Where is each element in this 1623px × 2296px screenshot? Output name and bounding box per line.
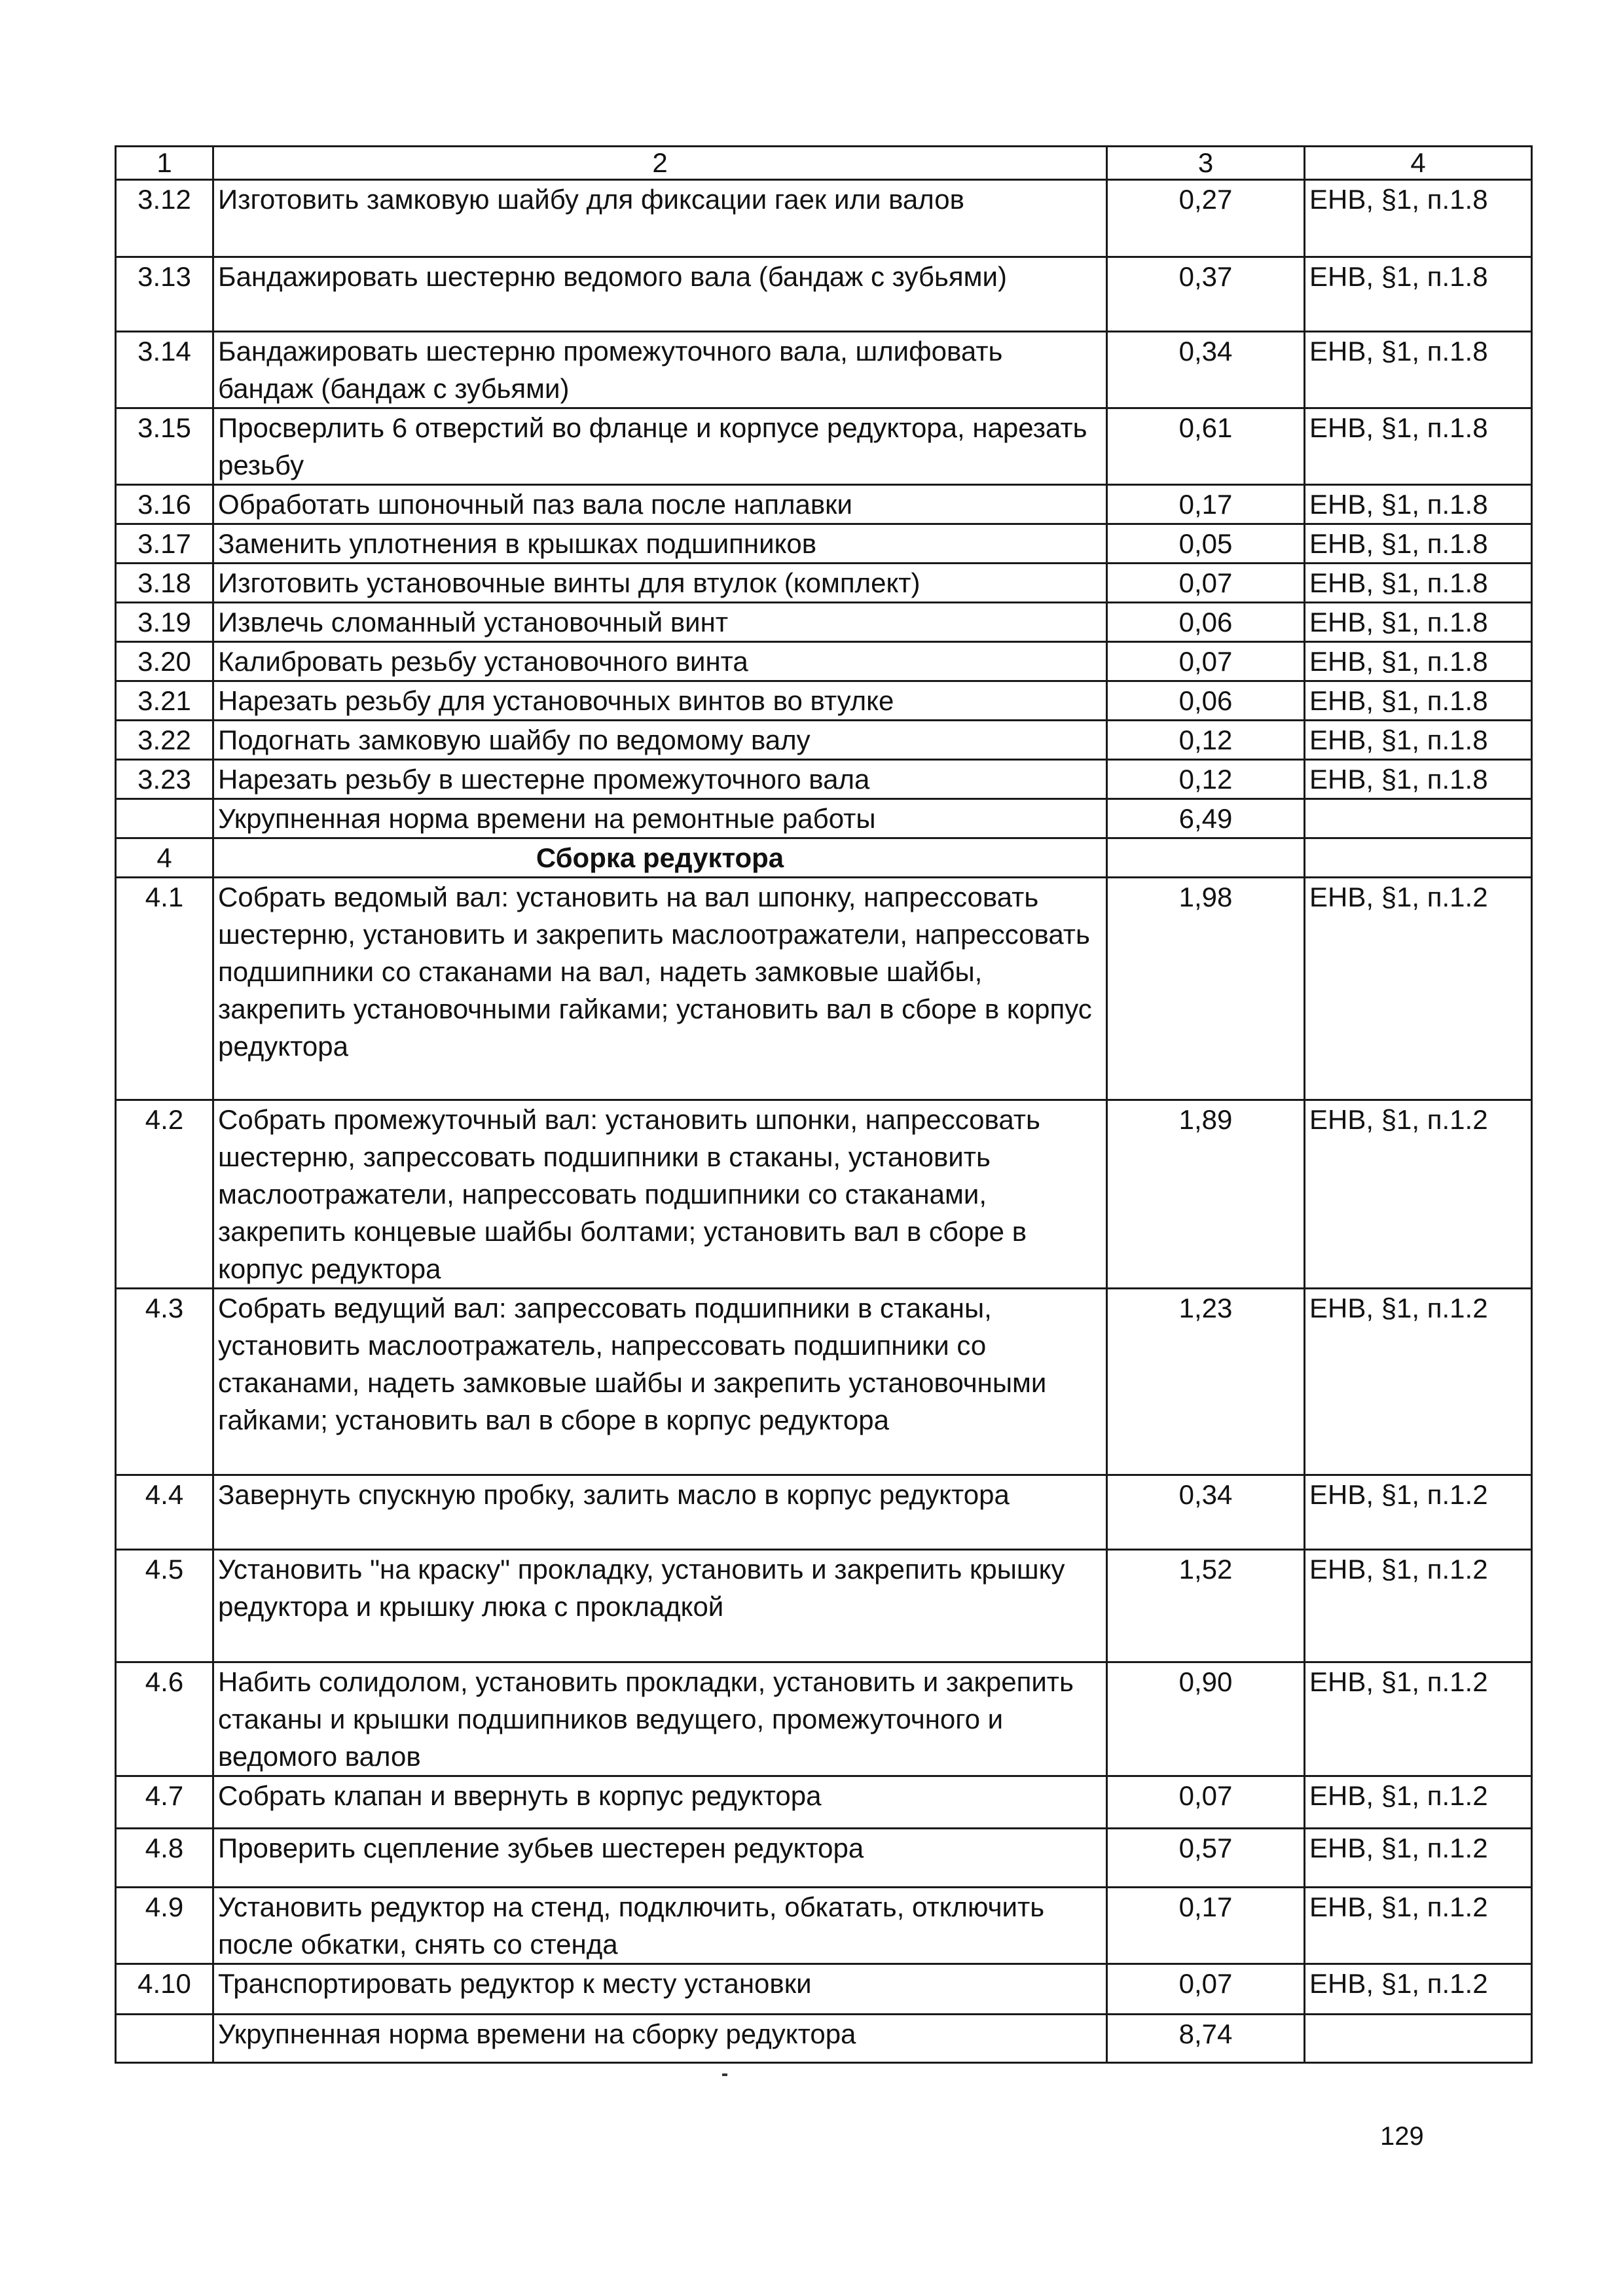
- cell-time-norm: 0,12: [1107, 760, 1305, 799]
- cell-description: Установить редуктор на стенд, подключить, обкатать, отключить после обкатки, снять со стенда: [213, 1888, 1107, 1964]
- cell-description: Нарезать резьбу в шестерне промежуточного вала: [213, 760, 1107, 799]
- cell-number: 3.13: [116, 257, 213, 332]
- cell-reference: ЕНВ, §1, п.1.8: [1305, 524, 1532, 564]
- cell-time-norm: 0,12: [1107, 721, 1305, 760]
- cell-description: Установить "на краску" прокладку, установить и закрепить крышку редуктора и крышку люка с прокладкой: [213, 1550, 1107, 1662]
- cell-number: 4.5: [116, 1550, 213, 1662]
- cell-number: 3.19: [116, 603, 213, 642]
- table-row: [116, 180, 1532, 257]
- stray-mark: [722, 2073, 727, 2076]
- table-row: [116, 1888, 1532, 1964]
- cell-reference: ЕНВ, §1, п.1.8: [1305, 257, 1532, 332]
- cell-time-norm: 0,57: [1107, 1829, 1305, 1888]
- cell-number: 4.4: [116, 1475, 213, 1550]
- cell-reference: ЕНВ, §1, п.1.8: [1305, 332, 1532, 408]
- cell-description: Нарезать резьбу для установочных винтов во втулке: [213, 681, 1107, 721]
- cell-number: 4.6: [116, 1662, 213, 1776]
- cell-time-norm: 0,37: [1107, 257, 1305, 332]
- cell-number: 3.15: [116, 408, 213, 485]
- cell-number: 4.1: [116, 878, 213, 1100]
- cell-description: Собрать ведущий вал: запрессовать подшипники в стаканы, установить маслоотражатель, напрессовать подшипники со стаканами, надеть замковые шайбы и закрепить установочными гайками; установить вал в сборе в корпус редуктора: [213, 1289, 1107, 1475]
- table-row: [116, 1289, 1532, 1475]
- cell-description: Заменить уплотнения в крышках подшипников: [213, 524, 1107, 564]
- cell-description: Извлечь сломанный установочный винт: [213, 603, 1107, 642]
- cell-reference: [1305, 2015, 1532, 2063]
- cell-time-norm: 0,07: [1107, 1964, 1305, 2015]
- cell-reference: [1305, 838, 1532, 878]
- cell-time-norm: 1,52: [1107, 1550, 1305, 1662]
- cell-reference: ЕНВ, §1, п.1.2: [1305, 1888, 1532, 1964]
- cell-number: 3.22: [116, 721, 213, 760]
- cell-description: Бандажировать шестерню ведомого вала (бандаж с зубьями): [213, 257, 1107, 332]
- table-row: [116, 642, 1532, 681]
- cell-time-norm: 0,34: [1107, 1475, 1305, 1550]
- page-number: 129: [1380, 2122, 1424, 2151]
- cell-reference: ЕНВ, §1, п.1.8: [1305, 180, 1532, 257]
- cell-reference: ЕНВ, §1, п.1.8: [1305, 642, 1532, 681]
- cell-description: Набить солидолом, установить прокладки, установить и закрепить стаканы и крышки подшипников ведущего, промежуточного и ведомого валов: [213, 1662, 1107, 1776]
- cell-number: 3.18: [116, 564, 213, 603]
- table-row: [116, 1964, 1532, 2015]
- cell-description: Завернуть спускную пробку, залить масло в корпус редуктора: [213, 1475, 1107, 1550]
- cell-time-norm: 0,27: [1107, 180, 1305, 257]
- cell-number: 3.20: [116, 642, 213, 681]
- cell-reference: ЕНВ, §1, п.1.2: [1305, 1100, 1532, 1289]
- cell-reference: ЕНВ, §1, п.1.2: [1305, 1776, 1532, 1829]
- cell-time-norm: 0,06: [1107, 603, 1305, 642]
- cell-time-norm: [1107, 838, 1305, 878]
- table-row: [116, 1475, 1532, 1550]
- cell-time-norm: 1,98: [1107, 878, 1305, 1100]
- total-row: [116, 799, 1532, 838]
- cell-number: 4.8: [116, 1829, 213, 1888]
- total-row: [116, 2015, 1532, 2063]
- cell-reference: ЕНВ, §1, п.1.8: [1305, 408, 1532, 485]
- table-row: [116, 681, 1532, 721]
- cell-number: 4.10: [116, 1964, 213, 2015]
- cell-number: 4.7: [116, 1776, 213, 1829]
- cell-time-norm: 0,17: [1107, 485, 1305, 524]
- cell-number: 3.12: [116, 180, 213, 257]
- cell-time-norm: 0,06: [1107, 681, 1305, 721]
- cell-number: [116, 799, 213, 838]
- cell-time-norm: 0,34: [1107, 332, 1305, 408]
- table-row: [116, 1550, 1532, 1662]
- cell-reference: ЕНВ, §1, п.1.2: [1305, 1475, 1532, 1550]
- cell-description: Обработать шпоночный паз вала после наплавки: [213, 485, 1107, 524]
- cell-description: Собрать промежуточный вал: установить шпонки, напрессовать шестерню, запрессовать подшипники в стаканы, установить маслоотражатели, напрессовать подшипники со стаканами, закрепить концевые шайбы болтами; установить вал в сборе в корпус редуктора: [213, 1100, 1107, 1289]
- cell-number: 4.3: [116, 1289, 213, 1475]
- cell-number: 3.17: [116, 524, 213, 564]
- header-col-4: 4: [1305, 147, 1532, 180]
- table-row: [116, 1662, 1532, 1776]
- cell-reference: ЕНВ, §1, п.1.8: [1305, 721, 1532, 760]
- table-row: [116, 408, 1532, 485]
- table-row: [116, 332, 1532, 408]
- table-row: [116, 1829, 1532, 1888]
- norms-table: [115, 145, 1533, 2064]
- cell-reference: ЕНВ, §1, п.1.2: [1305, 1964, 1532, 2015]
- cell-description: Изготовить замковую шайбу для фиксации гаек или валов: [213, 180, 1107, 257]
- cell-number: 3.23: [116, 760, 213, 799]
- header-col-2: 2: [213, 147, 1107, 180]
- cell-reference: ЕНВ, §1, п.1.2: [1305, 878, 1532, 1100]
- table-row: [116, 878, 1532, 1100]
- cell-reference: ЕНВ, §1, п.1.2: [1305, 1829, 1532, 1888]
- cell-number: 3.16: [116, 485, 213, 524]
- cell-time-norm: 1,89: [1107, 1100, 1305, 1289]
- cell-reference: [1305, 799, 1532, 838]
- cell-time-norm: 8,74: [1107, 2015, 1305, 2063]
- cell-number: [116, 2015, 213, 2063]
- cell-description: Бандажировать шестерню промежуточного вала, шлифовать бандаж (бандаж с зубьями): [213, 332, 1107, 408]
- table-row: [116, 257, 1532, 332]
- cell-description: Собрать клапан и ввернуть в корпус редуктора: [213, 1776, 1107, 1829]
- cell-number: 3.14: [116, 332, 213, 408]
- cell-number: 4: [116, 838, 213, 878]
- cell-reference: ЕНВ, §1, п.1.8: [1305, 564, 1532, 603]
- cell-reference: ЕНВ, §1, п.1.2: [1305, 1662, 1532, 1776]
- cell-description: Калибровать резьбу установочного винта: [213, 642, 1107, 681]
- cell-reference: ЕНВ, §1, п.1.8: [1305, 760, 1532, 799]
- cell-description: Проверить сцепление зубьев шестерен редуктора: [213, 1829, 1107, 1888]
- table-header-row: [116, 147, 1532, 180]
- cell-time-norm: 0,17: [1107, 1888, 1305, 1964]
- cell-time-norm: 0,07: [1107, 1776, 1305, 1829]
- cell-description: Собрать ведомый вал: установить на вал шпонку, напрессовать шестерню, установить и закрепить маслоотражатели, напрессовать подшипники со стаканами на вал, надеть замковые шайбы, закрепить установочными гайками; установить вал в сборе в корпус редуктора: [213, 878, 1107, 1100]
- header-col-1: 1: [116, 147, 213, 180]
- table-row: [116, 1100, 1532, 1289]
- cell-number: 4.9: [116, 1888, 213, 1964]
- cell-description: Укрупненная норма времени на сборку редуктора: [213, 2015, 1107, 2063]
- cell-reference: ЕНВ, §1, п.1.8: [1305, 681, 1532, 721]
- cell-description: Транспортировать редуктор к месту установки: [213, 1964, 1107, 2015]
- section-row: [116, 838, 1532, 878]
- table-row: [116, 603, 1532, 642]
- cell-number: 4.2: [116, 1100, 213, 1289]
- header-col-3: 3: [1107, 147, 1305, 180]
- cell-number: 3.21: [116, 681, 213, 721]
- cell-time-norm: 0,07: [1107, 564, 1305, 603]
- cell-description: Просверлить 6 отверстий во фланце и корпусе редуктора, нарезать резьбу: [213, 408, 1107, 485]
- cell-description: Сборка редуктора: [213, 838, 1107, 878]
- cell-reference: ЕНВ, §1, п.1.2: [1305, 1550, 1532, 1662]
- cell-reference: ЕНВ, §1, п.1.2: [1305, 1289, 1532, 1475]
- cell-description: Подогнать замковую шайбу по ведомому валу: [213, 721, 1107, 760]
- cell-time-norm: 0,61: [1107, 408, 1305, 485]
- cell-reference: ЕНВ, §1, п.1.8: [1305, 485, 1532, 524]
- table-row: [116, 1776, 1532, 1829]
- cell-description: Изготовить установочные винты для втулок (комплект): [213, 564, 1107, 603]
- cell-time-norm: 1,23: [1107, 1289, 1305, 1475]
- table-row: [116, 485, 1532, 524]
- table-row: [116, 721, 1532, 760]
- cell-reference: ЕНВ, §1, п.1.8: [1305, 603, 1532, 642]
- table-row: [116, 760, 1532, 799]
- cell-time-norm: 0,05: [1107, 524, 1305, 564]
- cell-time-norm: 6,49: [1107, 799, 1305, 838]
- cell-description: Укрупненная норма времени на ремонтные работы: [213, 799, 1107, 838]
- cell-time-norm: 0,07: [1107, 642, 1305, 681]
- table-row: [116, 524, 1532, 564]
- cell-time-norm: 0,90: [1107, 1662, 1305, 1776]
- table-row: [116, 564, 1532, 603]
